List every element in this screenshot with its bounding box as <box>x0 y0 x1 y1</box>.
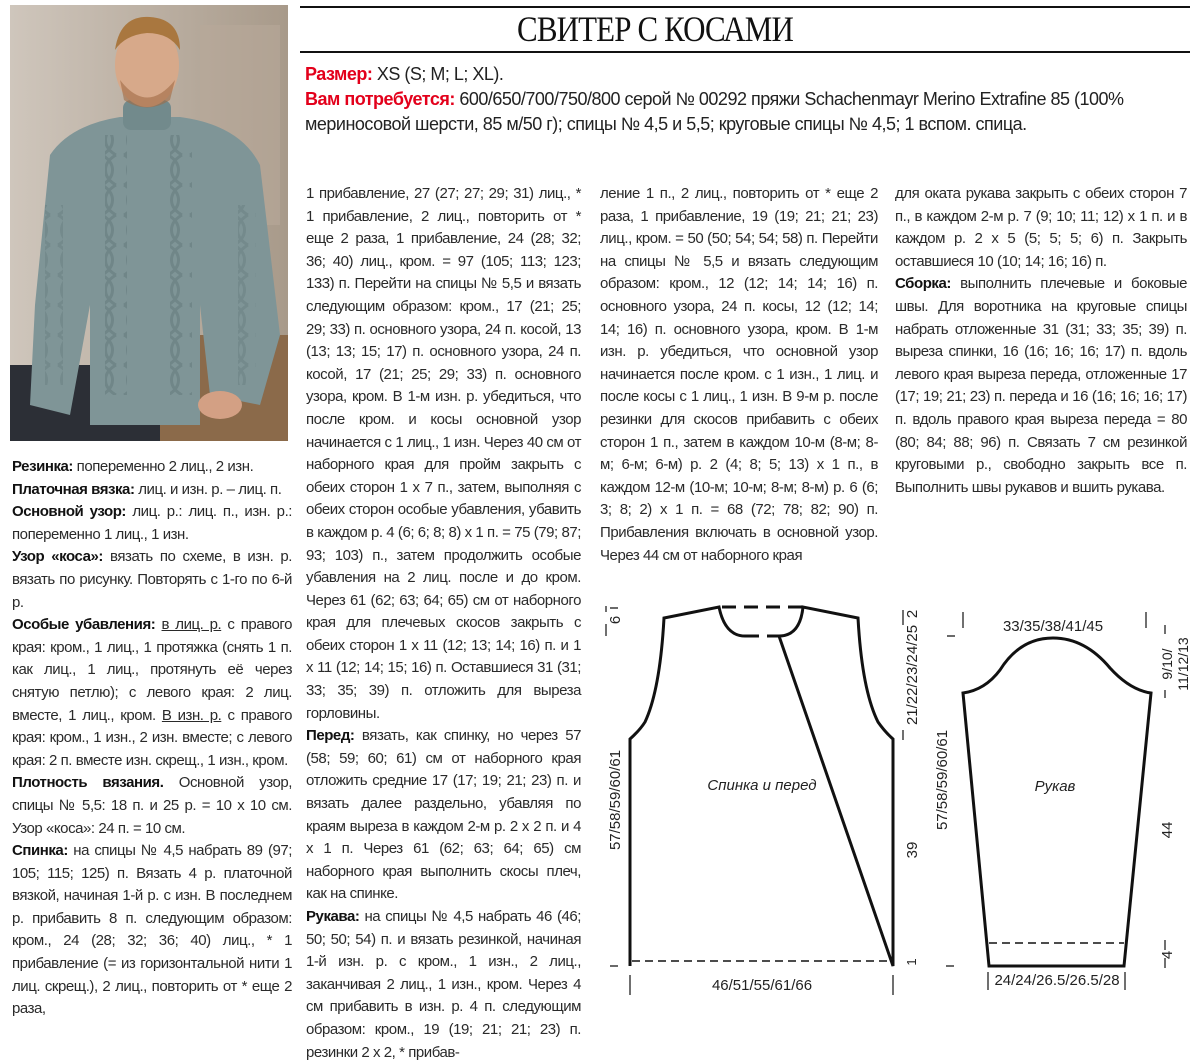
text: на спицы № 4,5 набрать 89 (97; 105; 115; 125) п. Вязать 4 р. платочной вязкой, начиная 1-й р. с изн. В последнем р. прибавить 8 п. следующим образом: кром., 24 (28; 32; 36; 40) лиц., * 1 прибавление (= из горизонтальной нити 1 лиц. скрещ.), 2 лиц., повторить от * еще 2 раза, <box>12 842 292 1018</box>
text: Основной узор, спицы № 5,5: 18 п. и 25 р. = 10 х 10 см. Узор «коса»: 24 п. = 10 см. <box>12 774 293 837</box>
paragraph-back-cont: 1 прибавление, 27 (27; 27; 29; 31) лиц., * 1 прибавление, 2 лиц., повторить от * еще 2 раза, 1 прибавление, 24 (28; 32; 36; 40) лиц., кром. = 97 (105; 113; 123; 133) п. Перейти на спицы № 5,5 и вязать следующим образом: кром., 17 (21; 25; 29; 33) п. основного узора, 24 п. косой, 13 (13; 13; 15; 17) п. основного узора, 24 п. косой, 17 (21; 25; 29; 33) п. основного узора, кром. В 1-м изн. р. убедиться, что после кром. и косы основной узор начинается с 1 лиц., 1 изн. Через 40 см от наборного края для пройм закрыть с обеих сторон 1 х 7 п., затем, выполняя с обеих сторон особые убавления, убавить в каждом р. 4 (6; 6; 8; 8) х 1 п. = 75 (79; 87; 93; 103) п., затем продолжить особые убавления на 2 лиц. после и до кром. Через 61 (62; 63; 64; 65) см от наборного края для плечевых скосов закрыть с обеих сторон 1 х 11 (12; 13; 14; 16) п. и 1 х 11 (12; 14; 15; 16) п. Оставшиеся 31 (31; 33; 35; 39) п. отложить для выреза горловины. <box>306 185 581 722</box>
sleeve-top-label: 33/35/38/41/45 <box>1002 618 1104 635</box>
body-label: Спинка и перед <box>707 777 817 794</box>
shoulder-label: 2 <box>904 609 921 619</box>
sleeve-outline <box>963 638 1151 966</box>
sleeve-cap-label-1: 9/10/ <box>1159 648 1175 680</box>
size-label: Размер: <box>305 64 373 84</box>
text: в лиц. р. <box>161 616 222 634</box>
sleeve-label: Рукав <box>1034 778 1076 795</box>
body-length-label: 57/58/59/60/61 <box>607 749 624 851</box>
page-title: СВИТЕР С КОСАМИ <box>517 9 793 49</box>
label: Резинка: <box>12 458 73 475</box>
sleeve-schematic <box>963 638 1151 966</box>
text: попеременно 2 лиц., 2 изн. <box>72 458 254 475</box>
text: лиц. р.: лиц. п., изн. р.: попеременно 1 лиц., 1 изн. <box>12 503 293 543</box>
materials-value: 600/650/700/750/800 серой № 00292 пряжи Schachenmayr Merino Extrafine 85 (100% мериносовой шерсти, 85 м/50 г); спицы № 4,5 и 5,5; круговые спицы № 4,5; 1 вспом. спица. <box>305 89 1124 134</box>
size-value: XS (S; M; L; XL). <box>372 64 504 84</box>
paragraph-sleeves-cont: ление 1 п., 2 лиц., повторить от * еще 2 раза, 1 прибавление, 19 (19; 21; 21; 23) лиц., кром. = 50 (50; 54; 54; 58) п. Перейти на спицы № 5,5 и вязать следующим образом: кром., 12 (12; 14; 14; 16) п. основного узора, 24 п. косы, 12 (12; 14; 14; 16) п. основного узора, кром. В 1-м изн. р. убедиться, что основной узор начинается после кром. с 1 изн., 1 лиц. и после косы с 1 лиц., 1 изн. В 9-м р. после резинки для скосов прибавить с обеих сторон 1 п., затем в каждом 10-м (8-м; 8-м; 6-м; 6-м) р. 2 (4; 8; 5; 13) х 1 п., в каждом 12-м (10-м; 10-м; 8-м; 8-м) р. 6 (6; 3; 8; 2) х 1 п. = 68 (72; 78; 82; 90) п. Прибавления включать в основной узор. Через 44 см от наборного края <box>600 185 878 564</box>
sleeve-44-label: 44 <box>1159 821 1176 839</box>
label: Платочная вязка: <box>12 480 135 498</box>
cuff-label: 4 <box>1159 950 1176 960</box>
text: на спицы № 4,5 набрать 46 (46; 50; 50; 54) п. и вязать резинкой, начиная 1-й изн. р. с кром., 1 изн., 2 лиц., заканчивая 2 лиц., 1 изн., кром. Через 4 см прибавить в изн. р. 4 п. следующим образом: кром., 19 (19; 21; 21; 23) п. резинки 2 х 2, * прибав- <box>306 908 581 1061</box>
text: выполнить плечевые и боковые швы. Для воротника на круговые спицы набрать отложенные 31 (31; 33; 35; 39) п. выреза спинки, 16 (16; 16; 16; 17) п. вдоль левого края выреза переда, отложенные 17 (17; 19; 21; 23) п. переда и 16 (16; 16; 16; 17) п. вдоль правого края выреза переда = 80 (80; 84; 88; 96) п. Связать 7 см резинкой круговыми р., свободно закрыть все п. Выполнить швы рукавов и вшить рукава. <box>895 275 1187 496</box>
label: Плотность вязания. <box>12 774 164 792</box>
body-width-label: 46/51/55/61/66 <box>711 977 813 994</box>
label: Спинка: <box>12 842 68 860</box>
side-label: 39 <box>904 841 921 859</box>
neck-depth-label: 6 <box>607 615 624 625</box>
label: Особые убавления: <box>12 616 156 634</box>
dimension-ticks <box>606 606 1165 995</box>
text: вязать, как спинку, но через 57 (58; 59; 60; 61) см от наборного края отложить средние 17 (17; 19; 21; 23) п. и вязать далее раздельно, убавляя по краям выреза в каждом 2-м р. 2 х 2 п. и 4 х 1 п. Через 61 (62; 63; 64; 65) см наборного края выполнить скосы плеч, как на спинке. <box>306 727 581 903</box>
text: с правого края: кром., 1 лиц., 1 протяжка (снять 1 п. как лиц., 1 лиц., протянуть её через снятую петлю); с левого края: 2 лиц. вместе, 1 лиц., кром. <box>12 616 292 724</box>
edge-label: 1 <box>904 958 919 966</box>
text: В изн. р. <box>161 706 222 724</box>
paragraph-sleeve-cap: для оката рукава закрыть с обеих сторон 7 п., в каждом 2-м р. 7 (9; 10; 11; 12) х 1 п. и в каждом р. 2 х 5 (5; 5; 5; 6) п. Закрыть оставшиеся 10 (10; 14; 16; 16) п. <box>895 185 1187 270</box>
sleeve-cap-label-2: 11/12/13 <box>1175 637 1191 691</box>
sleeve-bottom-label: 24/24/26.5/26.5/28 <box>994 972 1120 989</box>
text: лиц. и изн. р. – лиц. п. <box>134 480 282 498</box>
materials-label: Вам потребуется: <box>305 89 455 109</box>
sleeve-length-label: 57/58/59/60/61 <box>934 729 951 831</box>
text: вязать по схеме, в изн. р. вязать по рисунку. Повторять с 1-го по 6-й р. <box>12 548 292 611</box>
label: Сборка: <box>895 275 951 293</box>
text: с правого края: кром., 1 изн., 2 изн. вместе; с левого края: 2 п. вместе изн. скрещ., 1 изн., кром. <box>12 706 292 769</box>
armhole-label: 21/22/23/24/25 <box>904 624 921 726</box>
label: Узор «коса»: <box>12 548 103 566</box>
label: Основной узор: <box>12 503 126 521</box>
label: Перед: <box>306 727 355 745</box>
body-schematic <box>606 606 1165 995</box>
label: Рукава: <box>306 908 360 925</box>
